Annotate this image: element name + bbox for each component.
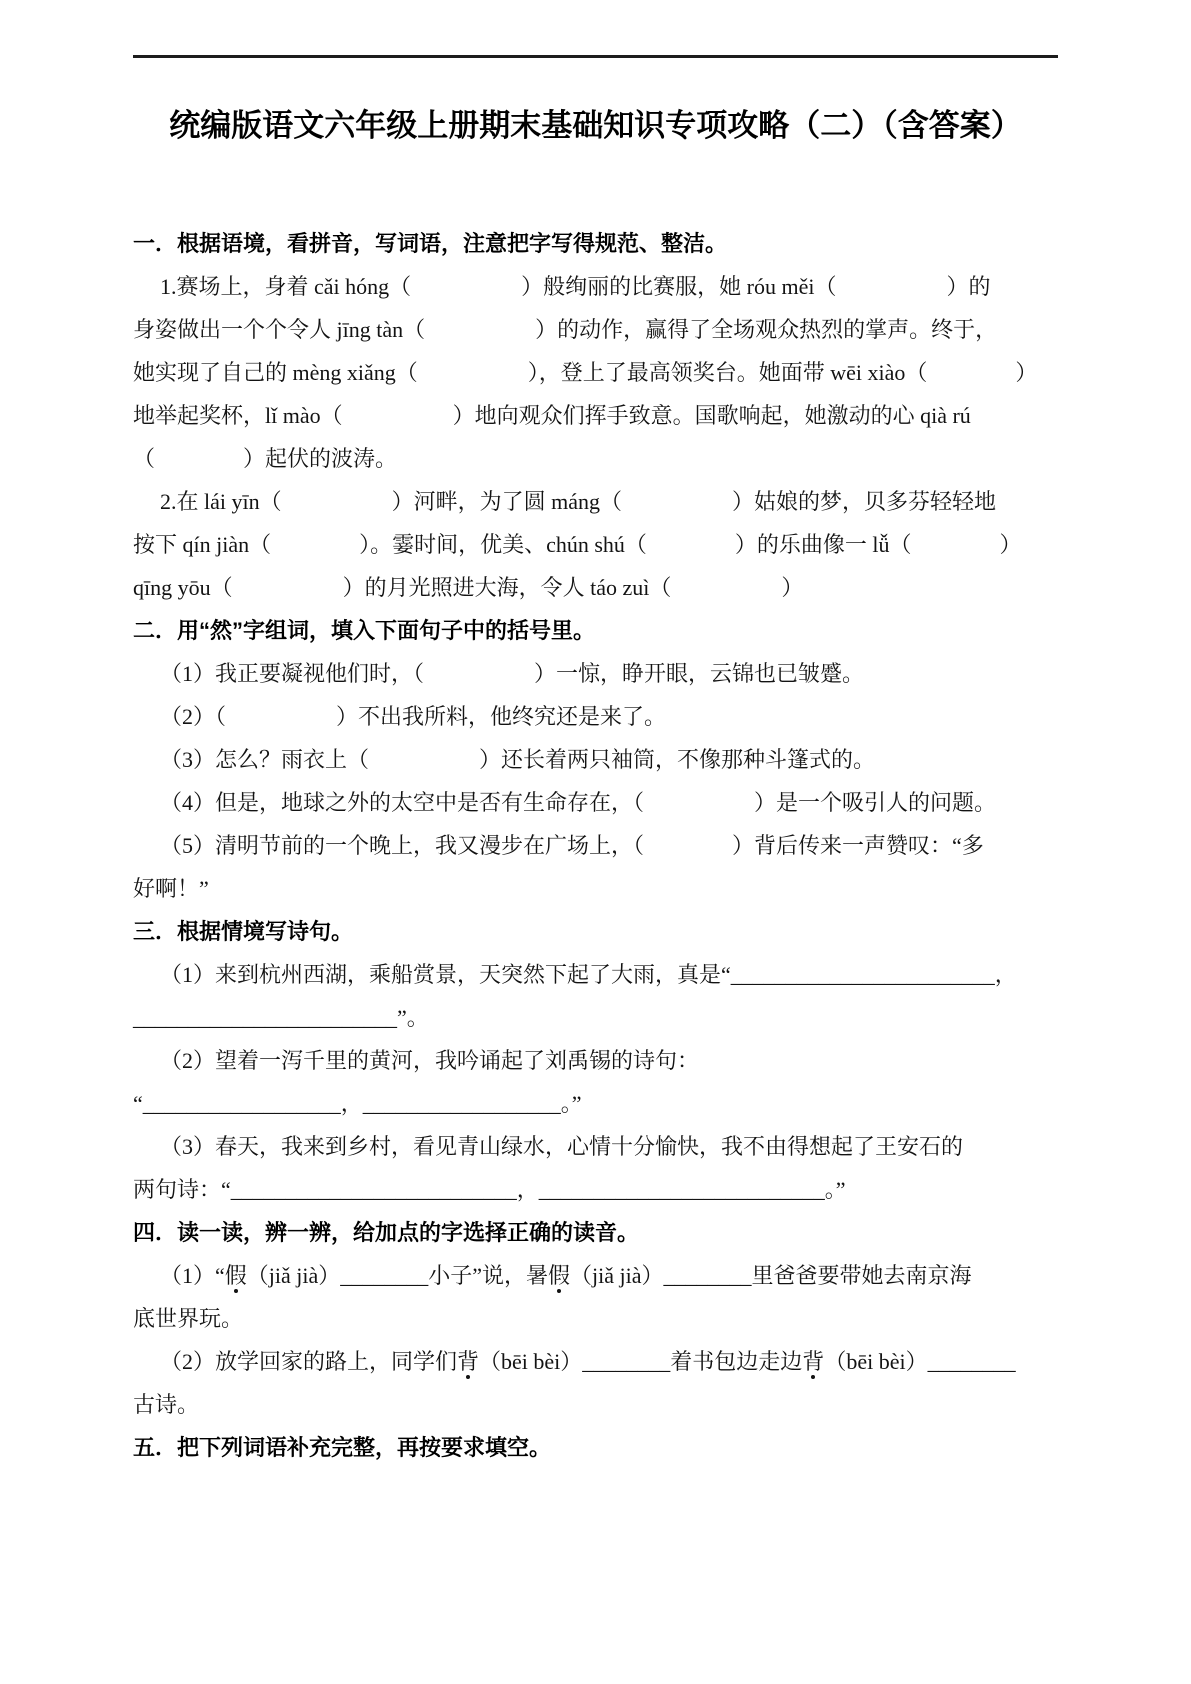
header-rule [133, 55, 1058, 58]
s2-question-5-line2: 好啊！” [133, 876, 209, 901]
s4-q2-dotted-char-2: 背 [802, 1340, 824, 1383]
s1-item1-line3: 她实现了自己的 mèng xiǎng（ ），登上了最高领奖台。她面带 wēi xiào（ ） [133, 360, 1038, 385]
s1-item2-line2: 按下 qín jiàn（ ）。霎时间，优美、chún shú（ ）的乐曲像一 lǚ（ ） [133, 532, 1022, 557]
s4-q2-segment-c: （bēi bèi）________着书包边走边 [479, 1349, 803, 1374]
section-5-heading: 五．把下列词语补充完整，再按要求填空。 [133, 1435, 552, 1460]
s4-q2-segment-a: （2）放学回家的路上，同学们 [160, 1349, 458, 1374]
s3-question-1-line2: ________________________”。 [133, 1005, 429, 1030]
s1-item1-line2: 身姿做出一个个令人 jīng tàn（ ）的动作，赢得了全场观众热烈的掌声。终于， [133, 317, 998, 342]
s3-question-3-line1: （3）春天，我来到乡村，看见青山绿水，心情十分愉快，我不由得想起了王安石的 [160, 1134, 964, 1159]
section-3-heading: 三．根据情境写诗句。 [133, 919, 354, 944]
s4-question-2-line2: 古诗。 [133, 1392, 200, 1417]
s4-q1-dotted-char-1: 假 [225, 1254, 247, 1297]
s4-q2-segment-e: （bēi bèi）________ [824, 1349, 1016, 1374]
s2-question-3: （3）怎么？雨衣上（ ）还长着两只袖筒，不像那种斗篷式的。 [160, 747, 876, 772]
s4-q1-segment-c: （jiǎ jià）________小子”说，暑 [246, 1263, 549, 1288]
s1-item1-line5: （ ）起伏的波涛。 [133, 446, 398, 471]
section-2-heading: 二．用“然”字组词，填入下面句子中的括号里。 [133, 618, 596, 643]
s4-q1-segment-a: （1）“ [160, 1263, 225, 1288]
s2-question-2: （2）（ ）不出我所料，他终究还是来了。 [160, 704, 667, 729]
s4-question-1-line1 [133, 1254, 1063, 1297]
s1-item1-line4: 地举起奖杯，lǐ mào（ ）地向观众们挥手致意。国歌响起，她激动的心 qià rú [133, 403, 971, 428]
s1-item1-line1: 1.赛场上，身着 cǎi hóng（ ）般绚丽的比赛服，她 róu měi（ ）的 [160, 274, 991, 299]
s3-question-2-line2: “__________________，__________________。” [133, 1091, 582, 1116]
s3-question-1-line1: （1）来到杭州西湖，乘船赏景，天突然下起了大雨，真是“________________________， [160, 962, 1017, 987]
worksheet-body [133, 222, 1063, 1469]
page-title: 统编版语文六年级上册期末基础知识专项攻略（二）（含答案） [169, 108, 1022, 143]
s2-question-5-line1: （5）清明节前的一个晚上，我又漫步在广场上，（ ）背后传来一声赞叹：“多 [160, 833, 984, 858]
s4-question-1-line2: 底世界玩。 [133, 1306, 244, 1331]
s2-question-1: （1）我正要凝视他们时，（ ）一惊，睁开眼，云锦也已皱蹙。 [160, 661, 865, 686]
section-4-heading: 四．读一读，辨一辨，给加点的字选择正确的读音。 [133, 1220, 640, 1245]
s4-q1-dotted-char-2: 假 [548, 1254, 570, 1297]
section-1-heading: 一．根据语境，看拼音，写词语，注意把字写得规范、整洁。 [133, 231, 728, 256]
s3-question-3-line2: 两句诗：“__________________________，__________________________。” [133, 1177, 846, 1202]
s3-question-2-line1: （2）望着一泻千里的黄河，我吟诵起了刘禹锡的诗句： [160, 1048, 700, 1073]
s4-question-2-line1 [133, 1340, 1063, 1383]
s2-question-4: （4）但是，地球之外的太空中是否有生命存在，（ ）是一个吸引人的问题。 [160, 790, 997, 815]
s4-q2-dotted-char-1: 背 [457, 1340, 479, 1383]
s1-item2-line1: 2.在 lái yīn（ ）河畔，为了圆 máng（ ）姑娘的梦，贝多芬轻轻地 [160, 489, 996, 514]
s1-item2-line3: qīng yōu（ ）的月光照进大海，令人 táo zuì（ ） [133, 575, 804, 600]
s4-q1-segment-e: （jiǎ jià）________里爸爸要带她去南京海 [570, 1263, 972, 1288]
